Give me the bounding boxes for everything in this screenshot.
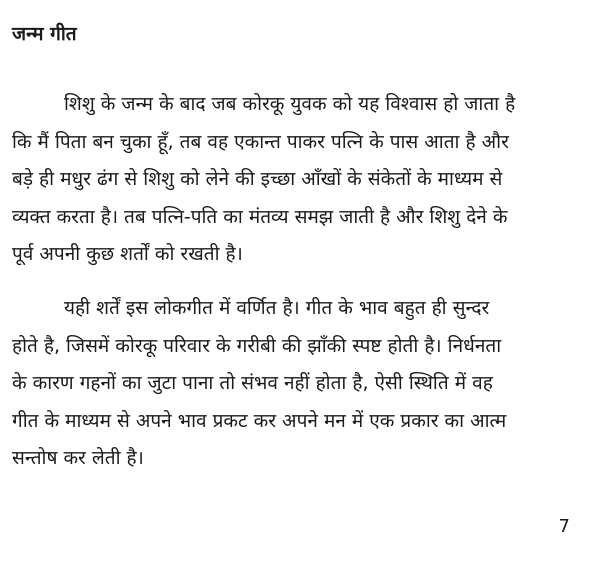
- paragraph-line: गीत के माध्यम से अपने भाव प्रकट कर अपने मन में एक प्रकार का आत्म: [12, 409, 507, 432]
- section-heading: जन्म गीत: [12, 23, 77, 45]
- paragraph-line: व्यक्त करता है। तब पत्नि-पति का मंतव्य समझ जाती है और शिशु देने के: [12, 205, 508, 228]
- paragraph-2: [12, 290, 582, 478]
- paragraph-line: के कारण गहनों का जुटा पाना तो संभव नहीं होता है, ऐसी स्थिति में वह: [12, 372, 493, 394]
- paragraph-line: कि मैं पिता बन चुका हूँ, तब वह एकान्त पाकर पत्नि के पास आता है और: [12, 130, 509, 153]
- paragraph-line: सन्तोष कर लेती है।: [12, 447, 144, 469]
- paragraph-line: पूर्व अपनी कुछ शर्तों को रखती है।: [12, 243, 243, 265]
- paragraph-line: यही शर्तें इस लोकगीत में वर्णित है। गीत के भाव बहुत ही सुन्दर: [64, 297, 490, 319]
- paragraph-line: होते है, जिसमें कोरकू परिवार के गरीबी की झाँकी स्पष्ट होती है। निर्धनता: [12, 334, 502, 357]
- page-number: 7: [558, 516, 570, 537]
- paragraph-line: बड़े ही मधुर ढंग से शिशु को लेने की इच्छा आँखों के संकेतों के माध्यम से: [12, 168, 503, 190]
- paragraph-line: शिशु के जन्म के बाद जब कोरकू युवक को यह विश्वास हो जाता है: [64, 93, 516, 115]
- paragraph-1: [12, 86, 582, 274]
